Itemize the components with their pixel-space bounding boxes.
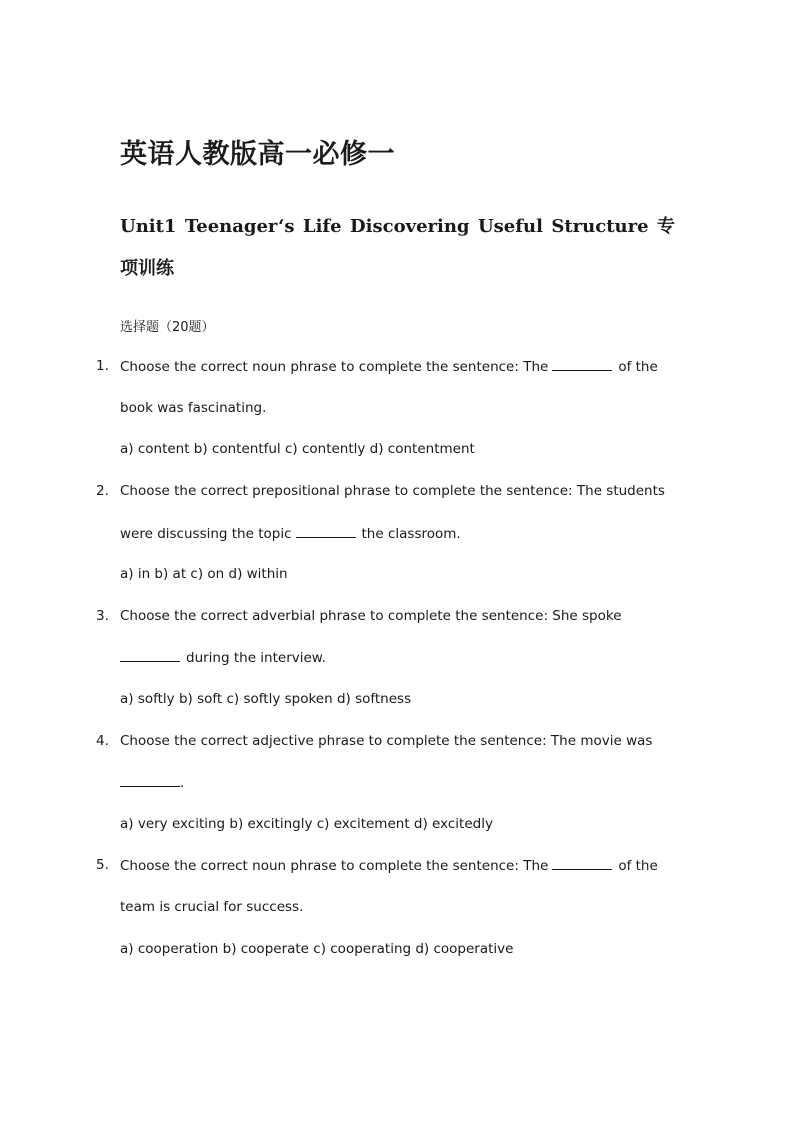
section-label: 选择题（20题）: [120, 320, 215, 335]
question-stem-line: Choose the correct adjective phrase to complete the sentence: The movie was: [120, 733, 653, 749]
question-number: 2.: [96, 483, 109, 499]
question-stem-line: [120, 774, 184, 791]
answer-blank: [296, 525, 356, 538]
question-stem-line: [120, 358, 658, 375]
question-stem-line: [120, 649, 326, 666]
question-options: a) softly b) soft c) softly spoken d) softness: [120, 691, 412, 707]
question-number: 5.: [96, 857, 109, 873]
question-options: a) content b) contentful c) contently d) contentment: [120, 441, 475, 457]
question-stem-text: Choose the correct noun phrase to complete the sentence: The: [120, 359, 549, 375]
question-stem-text: of the: [618, 858, 658, 874]
question-options: a) cooperation b) cooperate c) cooperating d) cooperative: [120, 941, 514, 957]
question-stem-line: book was fascinating.: [120, 400, 267, 416]
question-stem-text: Choose the correct noun phrase to complete the sentence: The: [120, 858, 549, 874]
answer-blank: [120, 774, 180, 787]
question-stem-text: the classroom.: [361, 526, 461, 542]
question-stem-line: Choose the correct prepositional phrase to complete the sentence: The students: [120, 483, 665, 499]
answer-blank: [552, 358, 612, 371]
question-stem-line: [120, 525, 461, 542]
question-stem-text: were discussing the topic: [120, 526, 292, 542]
question-options: a) very exciting b) excitingly c) excitement d) excitedly: [120, 816, 493, 832]
question-stem-line: Choose the correct adverbial phrase to complete the sentence: She spoke: [120, 608, 622, 624]
question-stem-text: .: [180, 775, 185, 791]
question-stem-line: team is crucial for success.: [120, 899, 304, 915]
page-subtitle: Unit1 Teenager‘s Life Discovering Useful Structure 专项训练: [120, 216, 675, 279]
answer-blank: [552, 857, 612, 870]
question-stem-text: of the: [618, 359, 658, 375]
question-number: 1.: [96, 358, 109, 374]
question-stem-text: during the interview.: [186, 650, 326, 666]
question-number: 3.: [96, 608, 109, 624]
question-options: a) in b) at c) on d) within: [120, 566, 288, 582]
answer-blank: [120, 649, 180, 662]
question-number: 4.: [96, 733, 109, 749]
question-stem-line: [120, 857, 658, 874]
page-title: 英语人教版高一必修一: [120, 139, 395, 170]
